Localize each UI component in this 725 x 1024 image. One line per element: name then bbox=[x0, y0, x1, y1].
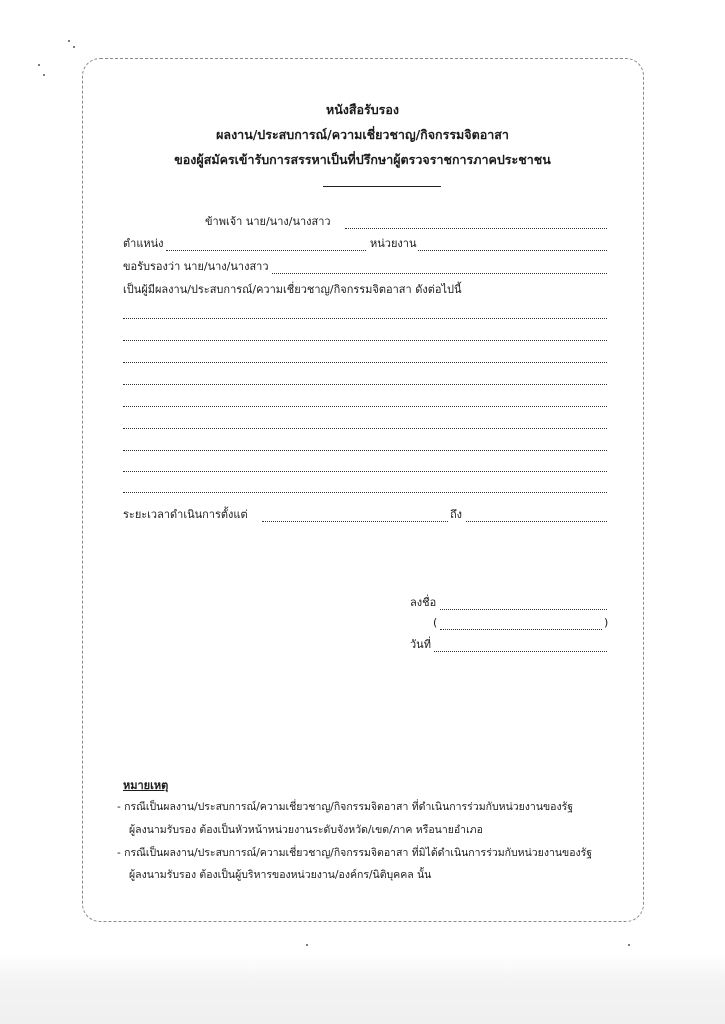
period-label: ระยะเวลาดำเนินการตั้งแต่ bbox=[123, 508, 248, 521]
detail-line[interactable] bbox=[123, 492, 607, 493]
paren-open: ( bbox=[433, 616, 438, 629]
notes-heading: หมายเหตุ bbox=[123, 779, 169, 792]
scan-shadow bbox=[0, 955, 725, 1024]
certify-label: ขอรับรองว่า นาย/นาง/นางสาว bbox=[123, 260, 269, 273]
note-item: ผู้ลงนามรับรอง ต้องเป็นผู้บริหารของหน่วยงาน/องค์กร/นิติบุคคล นั้น bbox=[129, 869, 432, 881]
date-field[interactable] bbox=[434, 651, 607, 652]
note-item: ผู้ลงนามรับรอง ต้องเป็นหัวหน้าหน่วยงานระดับจังหวัด/เขต/ภาค หรือนายอำเภอ bbox=[129, 824, 483, 836]
detail-line[interactable] bbox=[123, 362, 607, 363]
note-item: - กรณีเป็นผลงาน/ประสบการณ์/ความเชี่ยวชาญ/กิจกรรมจิตอาสา ที่มิได้ดำเนินการร่วมกับหน่วยงานของรัฐ bbox=[117, 847, 593, 859]
sign-label: ลงชื่อ bbox=[410, 596, 437, 609]
scan-speck bbox=[38, 64, 40, 66]
date-label: วันที่ bbox=[410, 638, 431, 651]
certify-name-field[interactable] bbox=[272, 273, 607, 274]
note-item: - กรณีเป็นผลงาน/ประสบการณ์/ความเชี่ยวชาญ/กิจกรรมจิตอาสา ที่ดำเนินการร่วมกับหน่วยงานของรัฐ bbox=[117, 801, 574, 813]
detail-line[interactable] bbox=[123, 450, 607, 451]
agency-label: หน่วยงาน bbox=[370, 237, 417, 250]
intro-text: เป็นผู้มีผลงาน/ประสบการณ์/ความเชี่ยวชาญ/กิจกรรมจิตอาสา ดังต่อไปนี้ bbox=[123, 283, 462, 296]
scan-speck bbox=[43, 74, 45, 76]
paren-close: ) bbox=[604, 616, 609, 629]
detail-line[interactable] bbox=[123, 318, 607, 319]
scan-speck bbox=[306, 944, 308, 946]
period-start-field[interactable] bbox=[262, 521, 448, 522]
scan-speck bbox=[68, 40, 70, 42]
scan-speck bbox=[73, 46, 75, 48]
signature-field[interactable] bbox=[440, 609, 607, 610]
document-title: หนังสือรับรอง bbox=[326, 102, 399, 117]
scan-speck bbox=[628, 944, 630, 946]
document-subtitle: ผลงาน/ประสบการณ์/ความเชี่ยวชาญ/กิจกรรมจิตอาสา bbox=[216, 127, 509, 142]
detail-line[interactable] bbox=[123, 340, 607, 341]
period-to-label: ถึง bbox=[450, 508, 463, 521]
agency-field[interactable] bbox=[418, 250, 607, 251]
name-field[interactable] bbox=[345, 228, 607, 229]
document-subtitle: ของผู้สมัครเข้ารับการสรรหาเป็นที่ปรึกษาผู้ตรวจราชการภาคประชาชน bbox=[174, 152, 551, 167]
position-field[interactable] bbox=[166, 250, 366, 251]
position-label: ตำแหน่ง bbox=[123, 237, 164, 250]
detail-line[interactable] bbox=[123, 471, 607, 472]
detail-line[interactable] bbox=[123, 428, 607, 429]
name-label: ข้าพเจ้า นาย/นาง/นางสาว bbox=[205, 215, 331, 228]
period-end-field[interactable] bbox=[466, 521, 607, 522]
printed-name-field[interactable] bbox=[440, 629, 602, 630]
detail-line[interactable] bbox=[123, 384, 607, 385]
detail-line[interactable] bbox=[123, 406, 607, 407]
title-underline bbox=[323, 186, 441, 187]
